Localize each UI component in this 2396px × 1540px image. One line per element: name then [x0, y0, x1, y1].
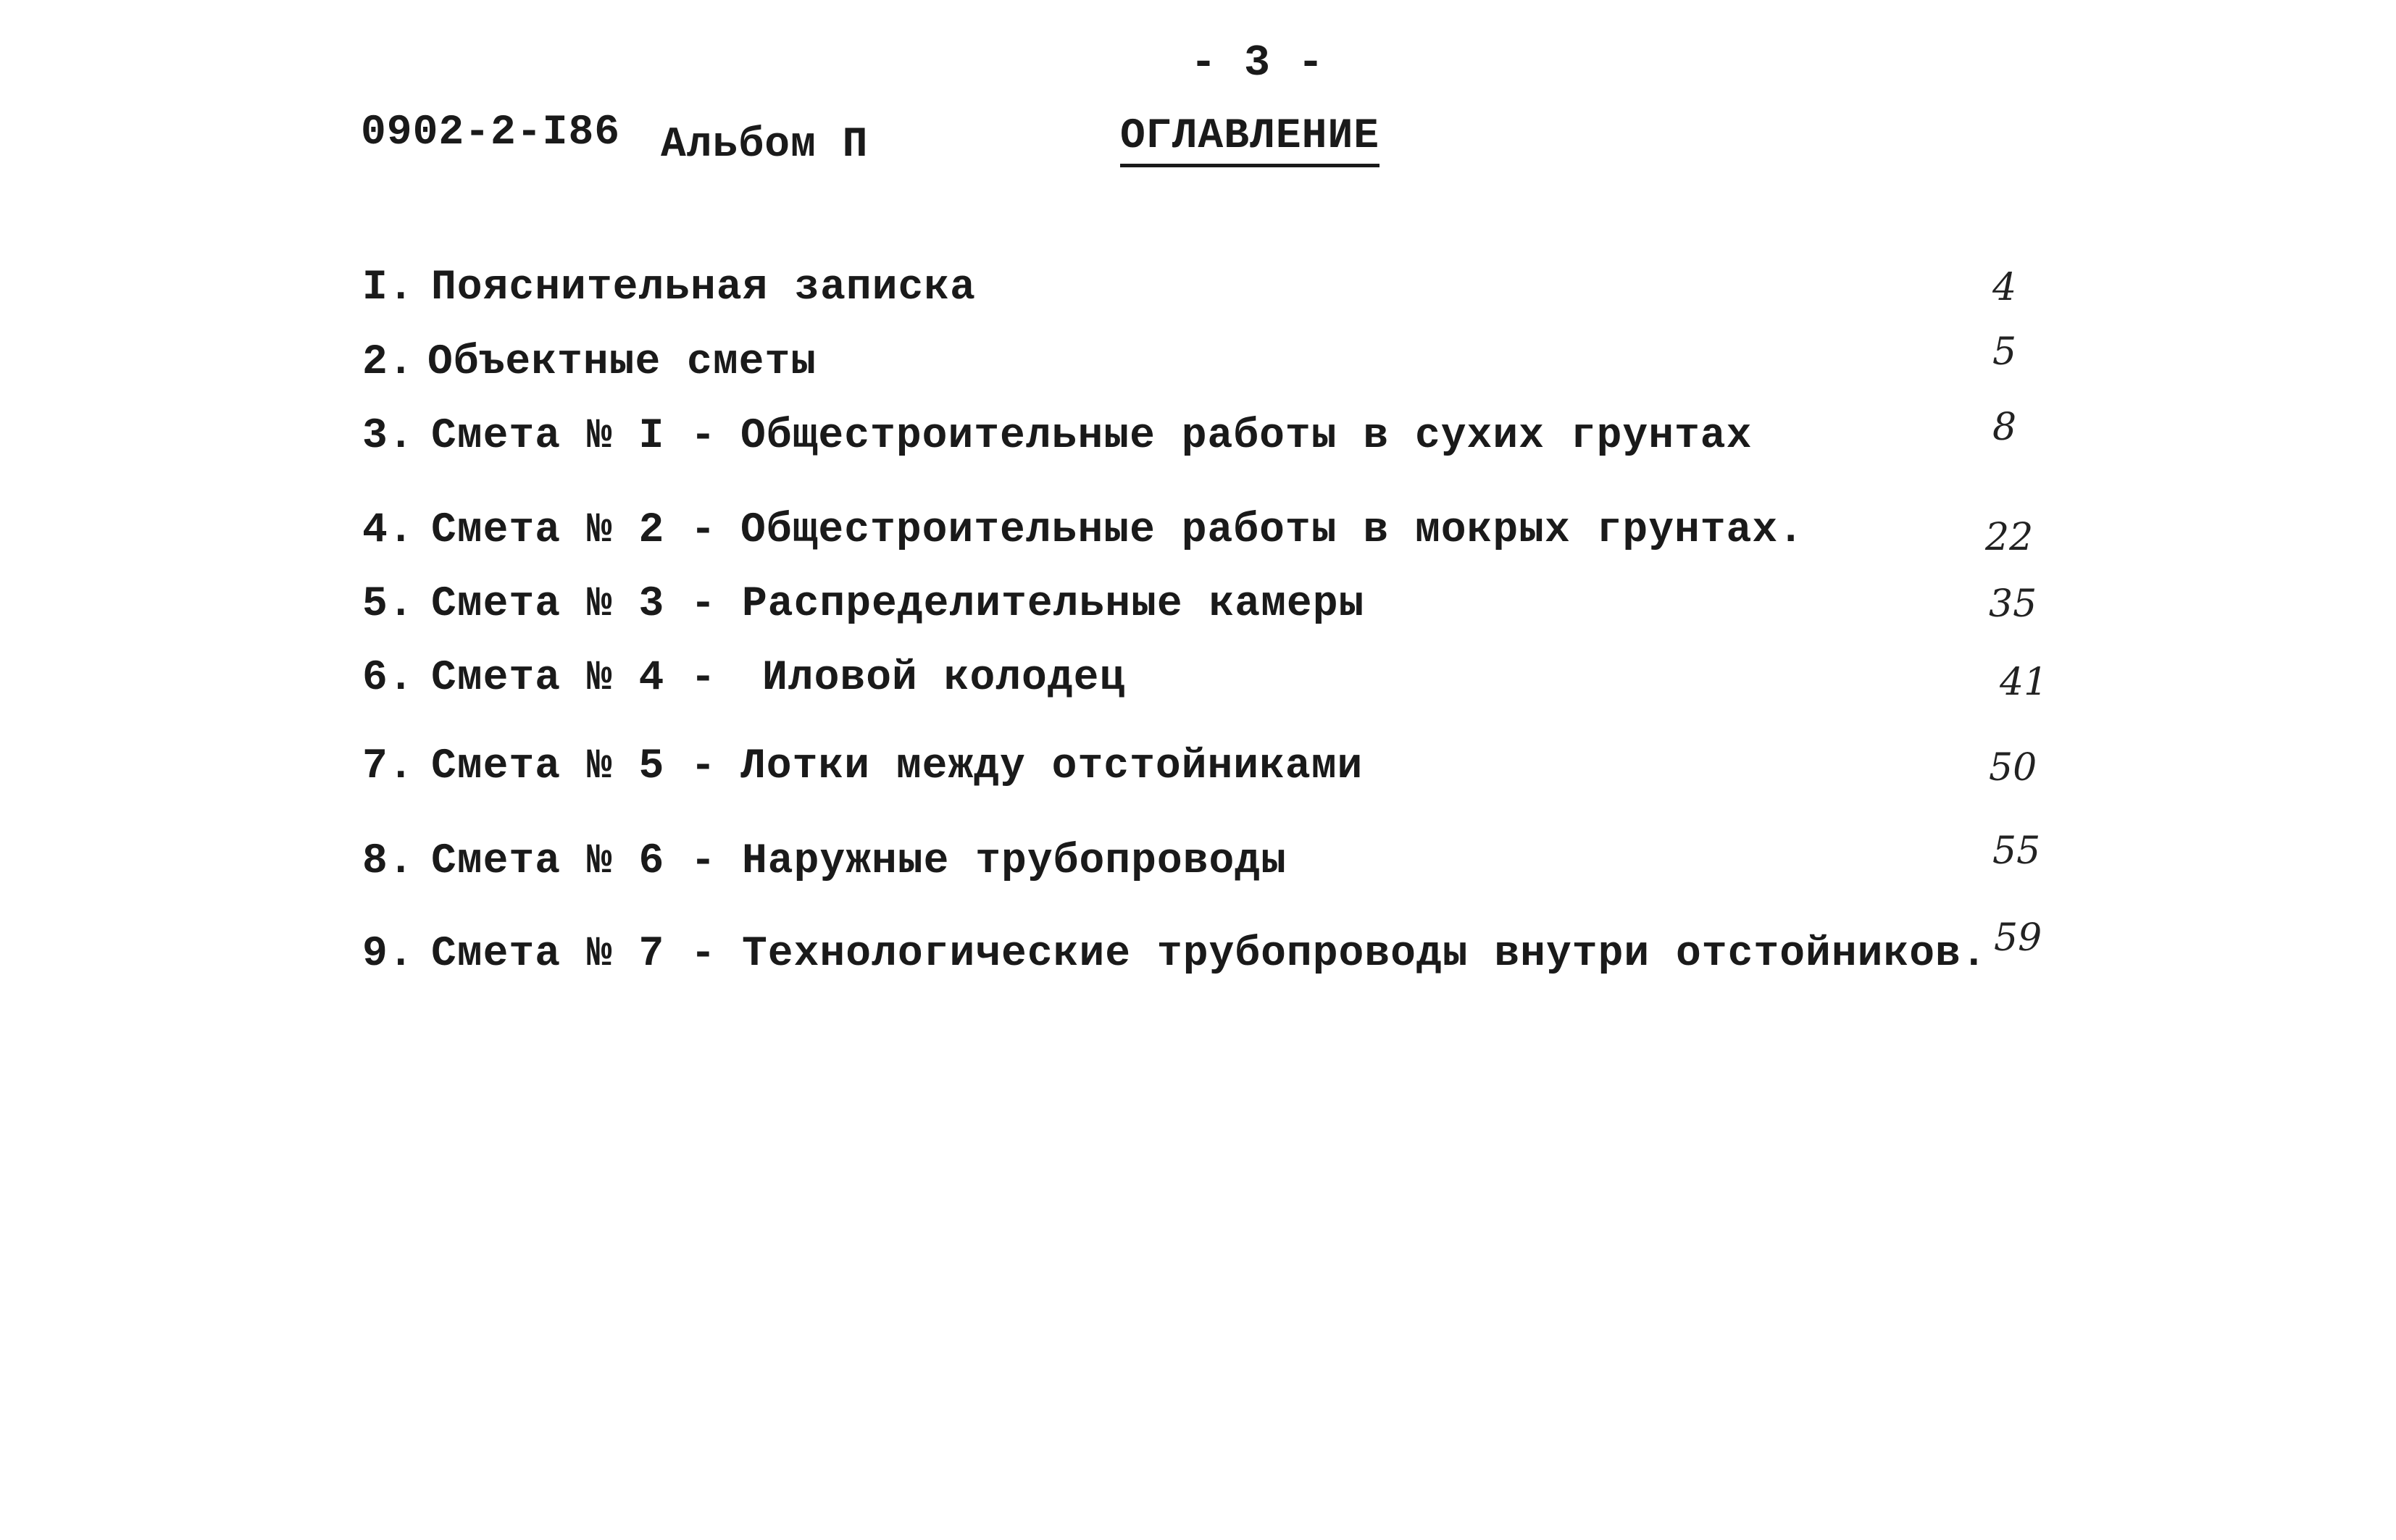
toc-entry-6[interactable] — [0, 655, 2396, 706]
toc-entry-number: 6. — [362, 655, 414, 702]
toc-entry-title: Смета № I - — [431, 413, 717, 460]
toc-entry-page: 59 — [1994, 916, 2042, 960]
toc-entry-3[interactable] — [0, 406, 2396, 464]
toc-entry-page: 8 — [1992, 406, 2017, 449]
toc-entry-page: 4 — [1992, 266, 2017, 309]
toc-entry-number: 8. — [362, 838, 414, 885]
toc-entry-description: Лотки между отстойниками — [740, 743, 1364, 790]
toc-entry-title: Пояснительная записка — [431, 264, 976, 311]
toc-entry-description: Общестроительные работы в сухих грунтах — [740, 413, 1753, 460]
toc-entry-number: 7. — [362, 743, 414, 790]
toc-entry-1[interactable] — [0, 264, 2396, 315]
toc-entry-title: Смета № 3 - — [431, 581, 717, 628]
toc-entry-4[interactable] — [0, 507, 2396, 558]
toc-entry-number: 9. — [362, 931, 414, 978]
page-number: - 3 - — [1190, 39, 1325, 88]
toc-entry-description: Технологические трубопроводы внутри отстойников. — [742, 931, 1987, 978]
toc-entry-page: 50 — [1989, 746, 2037, 790]
toc-entry-page: 41 — [2000, 661, 2048, 704]
toc-entry-description: Иловой колодец — [762, 655, 1126, 702]
toc-entry-number: 3. — [362, 413, 414, 460]
toc-entry-title: Объектные сметы — [427, 339, 817, 386]
toc-entry-description: Распределительные камеры — [742, 581, 1365, 628]
toc-entry-page: 5 — [1992, 330, 2017, 374]
toc-entry-5[interactable] — [0, 581, 2396, 632]
toc-entry-title: Смета № 4 - — [431, 655, 717, 702]
contents-title: ОГЛАВЛЕНИЕ — [1120, 116, 1379, 167]
toc-entry-description: Общестроительные работы в мокрых грунтах. — [740, 507, 1805, 554]
toc-entry-number: 2. — [362, 339, 414, 386]
toc-entry-number: 4. — [362, 507, 414, 554]
toc-entry-title: Смета № 6 - — [431, 838, 717, 885]
toc-entry-description: Наружные трубопроводы — [742, 838, 1287, 885]
document-code: 0902-2-I86 — [361, 109, 621, 156]
toc-entry-page: 22 — [1985, 516, 2034, 559]
album-label: Альбом П — [661, 122, 869, 169]
toc-entry-9[interactable] — [0, 916, 2396, 982]
toc-entry-2[interactable] — [0, 330, 2396, 390]
toc-entry-8[interactable] — [0, 829, 2396, 889]
toc-entry-7[interactable] — [0, 743, 2396, 794]
toc-entry-title: Смета № 5 - — [431, 743, 717, 790]
toc-entry-page: 55 — [1992, 829, 2041, 873]
toc-entry-number: 5. — [362, 581, 414, 628]
toc-entry-title: Смета № 7 - — [431, 931, 717, 978]
toc-entry-title: Смета № 2 - — [431, 507, 717, 554]
toc-entry-number: I. — [362, 264, 414, 311]
toc-entry-page: 35 — [1989, 582, 2037, 626]
